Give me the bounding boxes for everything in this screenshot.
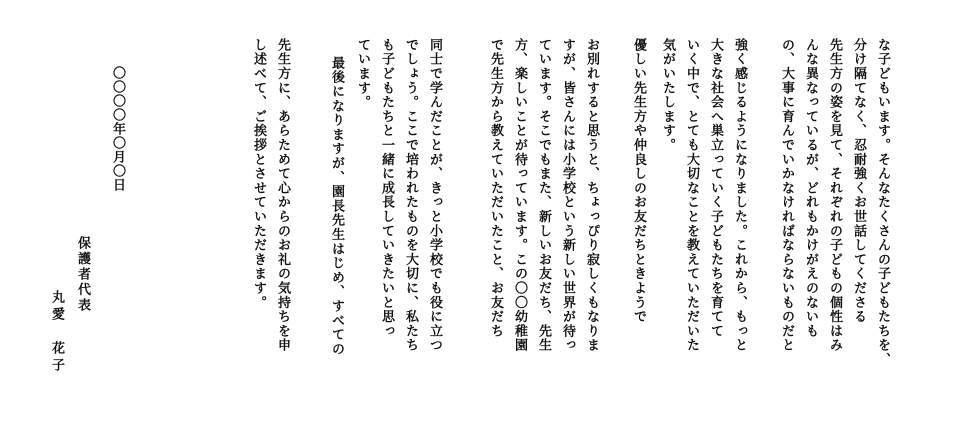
body-column-17: でしょう。ここで培われたものを大切に、私たち: [403, 38, 418, 353]
body-column-19: ています。: [355, 38, 370, 110]
body-column-5: の、大事に育んでいかなければならないものだと: [779, 38, 794, 353]
body-column-13: ています。そこでもまた、新しいお友だち、先生: [536, 38, 551, 353]
signer-title: 保護者代表: [75, 236, 90, 314]
signer-name: 丸愛 花子: [49, 290, 64, 375]
body-column-3: 先生方の姿を見て、それぞれの子どもの個性はみ: [827, 38, 842, 353]
body-column-18: も子どもたちと一緒に成長していきたいと思っ: [379, 38, 394, 339]
body-column-9: 気がいたします。: [660, 38, 675, 153]
body-column-21: 先生方に、あらためて心からのお礼の気持ちを申: [275, 38, 290, 353]
body-column-10: 優しい先生方や仲良しのお友だちときようで: [631, 38, 646, 324]
body-column-6: 強く感じるようになりました。これから、もっと: [732, 38, 747, 353]
body-column-20: 最後になりますが、園長先生はじめ、すべての: [329, 56, 344, 357]
body-column-1: な子どもいます。そんなたくさんの子どもたちを、: [875, 38, 890, 367]
body-column-16: 同士で学んだことが、きっと小学校でも役に立つ: [427, 38, 442, 353]
letter-date: 〇〇〇〇年〇月〇日: [110, 66, 125, 192]
body-column-2: 分け隔てなく、忍耐強くお世話してくださる: [851, 38, 866, 324]
body-column-7: 大きな社会へ巣立っていく子どもたちを育てて: [708, 38, 723, 339]
body-column-4: んな異なっているが、どれもかけがえのないも: [803, 38, 818, 339]
body-column-12: すが、皆さんには小学校という新しい世界が待っ: [560, 38, 575, 353]
body-column-11: お別れすると思うと、ちょっぴり寂しくもなりま: [584, 38, 599, 353]
body-column-15: で先生方から教えていただいたこと、お友だち: [488, 38, 503, 339]
body-column-22: し述べて、ご挨拶とさせていただきます。: [251, 38, 266, 310]
body-column-8: いく中で、とても大切なことを教えていただいた: [684, 38, 699, 353]
body-column-14: 方、楽しいことが待っています。この〇〇幼稚園: [512, 38, 527, 353]
